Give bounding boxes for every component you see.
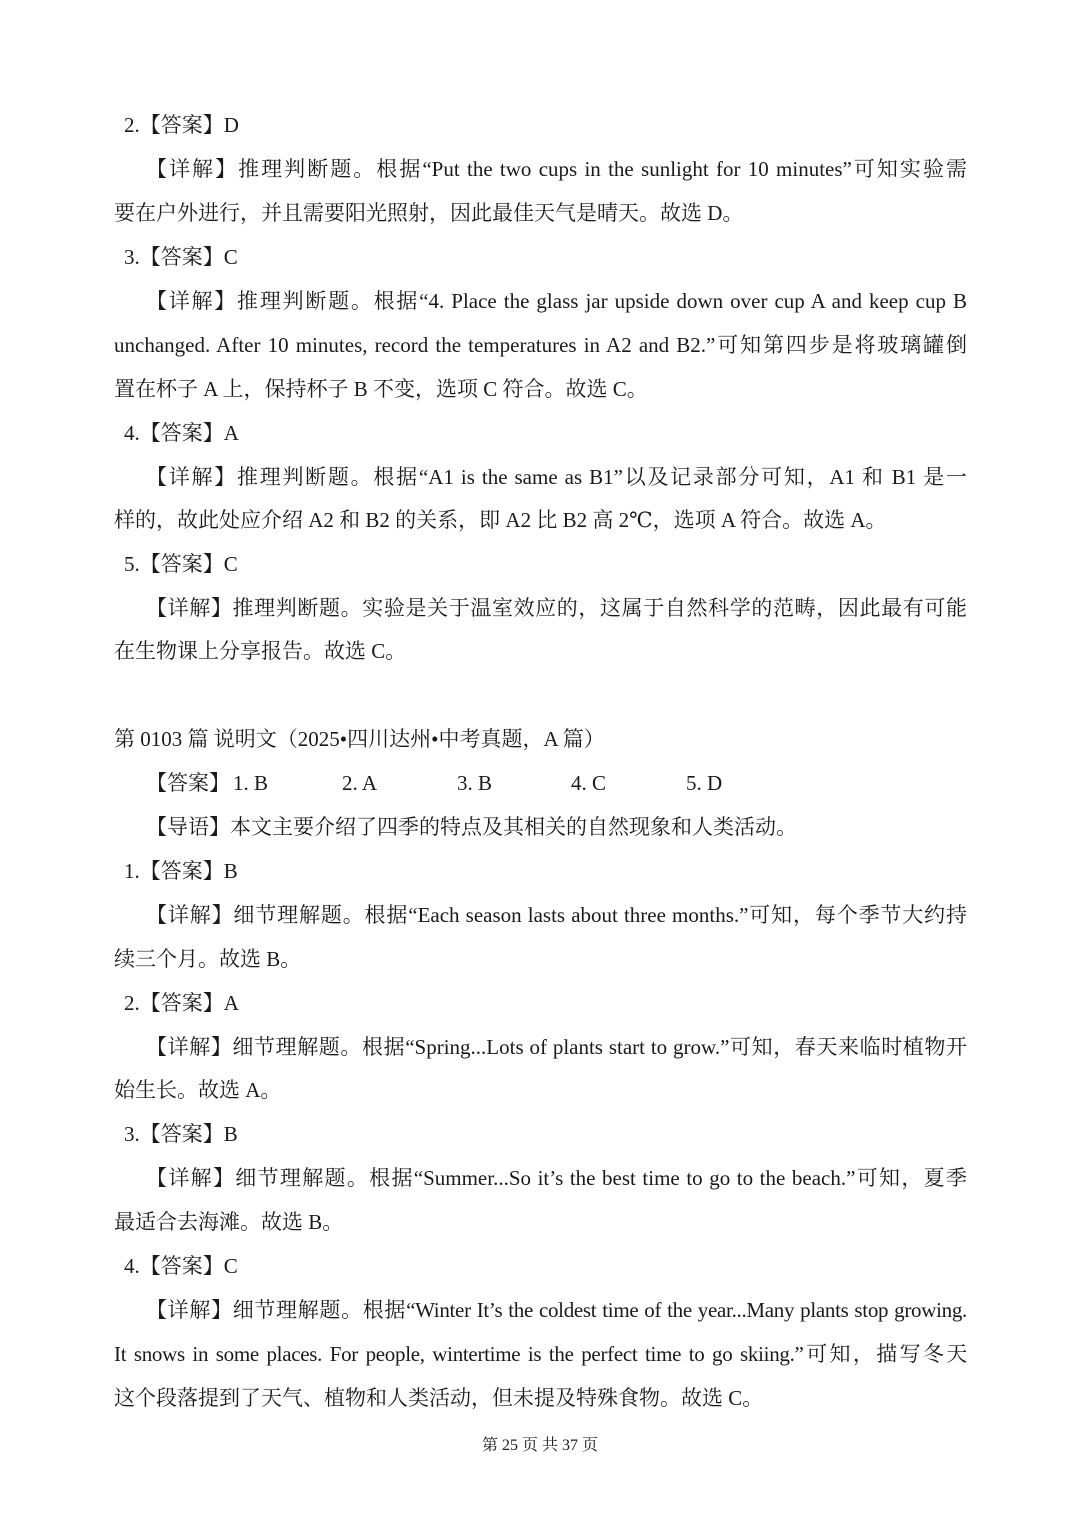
answer-line: 2.【答案】A [124,991,239,1015]
page-number-footer: 第 25 页 共 37 页 [481,1437,598,1454]
explanation-line: 【详解】推理判断题。根据“4. Place the glass jar upside down over cup A and keep cup B [146,289,967,313]
explanation-line: 【详解】推理判断题。根据“Put the two cups in the sunlight for 10 minutes”可知实验需 [146,157,967,181]
answer-summary-item: 1. B [233,771,269,795]
answer-summary-item: 5. D [686,771,723,795]
answer-line: 2.【答案】D [124,113,239,137]
explanation-line: 【详解】推理判断题。实验是关于温室效应的，这属于自然科学的范畴，因此最有可能 [146,596,967,620]
answer-line: 4.【答案】A [124,421,239,445]
answer-summary-label: 【答案】 [146,771,230,795]
explanation-line: 要在户外进行，并且需要阳光照射，因此最佳天气是晴天。故选 D。 [114,201,744,225]
explanation-line: 【详解】细节理解题。根据“Winter It’s the coldest time of the year...Many plants stop growing. [146,1298,967,1322]
explanation-line: 【详解】推理判断题。根据“A1 is the same as B1”以及记录部分可知，A1 和 B1 是一 [146,465,967,489]
intro-line: 【导语】本文主要介绍了四季的特点及其相关的自然现象和人类活动。 [146,815,797,839]
answer-line: 4.【答案】C [124,1254,238,1278]
answer-summary-item: 2. A [342,771,378,795]
answer-line: 1.【答案】B [124,859,238,883]
explanation-line: 【详解】细节理解题。根据“Spring...Lots of plants start to grow.”可知，春天来临时植物开 [146,1035,967,1059]
explanation-line: 续三个月。故选 B。 [114,947,302,971]
answer-line: 3.【答案】B [124,1122,238,1146]
answer-line: 3.【答案】C [124,245,238,269]
explanation-line: 在生物课上分享报告。故选 C。 [114,639,407,663]
section-heading: 第 0103 篇 说明文（2025•四川达州•中考真题，A 篇） [114,727,605,751]
answer-line: 5.【答案】C [124,552,238,576]
answer-summary-item: 3. B [457,771,493,795]
explanation-line: unchanged. After 10 minutes, record the temperatures in A2 and B2.”可知第四步是将玻璃罐倒 [114,333,967,357]
explanation-line: 最适合去海滩。故选 B。 [114,1210,344,1234]
explanation-line: 【详解】细节理解题。根据“Summer...So it’s the best time to go to the beach.”可知，夏季 [146,1166,967,1190]
explanation-line: 置在杯子 A 上，保持杯子 B 不变，选项 C 符合。故选 C。 [114,377,648,401]
answer-summary-item: 4. C [571,771,607,795]
explanation-line: 始生长。故选 A。 [114,1078,282,1102]
explanation-line: 【详解】细节理解题。根据“Each season lasts about three months.”可知，每个季节大约持 [146,903,967,927]
explanation-line: It snows in some places. For people, wintertime is the perfect time to go skiing.”可知，描写冬天 [114,1342,967,1366]
explanation-line: 样的，故此处应介绍 A2 和 B2 的关系，即 A2 比 B2 高 2℃，选项 A 符合。故选 A。 [114,508,887,532]
explanation-line: 这个段落提到了天气、植物和人类活动，但未提及特殊食物。故选 C。 [114,1386,764,1410]
